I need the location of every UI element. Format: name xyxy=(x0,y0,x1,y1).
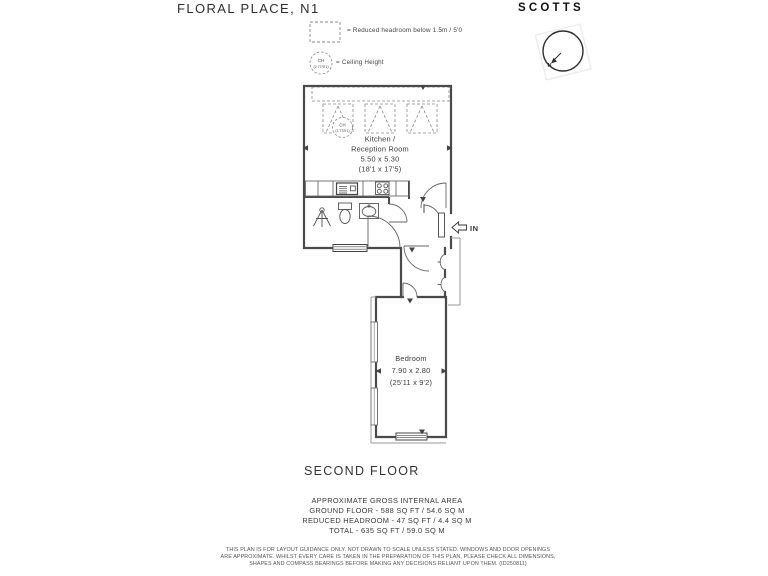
tick-hall xyxy=(420,197,426,202)
ceiling-height-circle-icon xyxy=(333,118,353,138)
doors xyxy=(368,183,446,297)
compass xyxy=(535,24,591,80)
entrance-marker xyxy=(452,222,479,233)
legend-ch-code: CH xyxy=(317,58,325,63)
bedroom-dims-imperial: (25'11 x 9'2) xyxy=(389,378,433,387)
ceiling-height-symbol-icon xyxy=(310,52,332,74)
reduced-headroom-areas xyxy=(312,87,449,133)
ceiling-height-marker xyxy=(333,118,353,138)
kitchen-name-2: Reception Room xyxy=(351,144,409,154)
area-line-reduced: REDUCED HEADROOM - 47 SQ FT / 4.4 SQ M xyxy=(302,516,472,525)
legend-reduced-headroom-label: = Reduced headroom below 1.5m / 5'0 xyxy=(347,27,463,34)
bathroom-door xyxy=(389,204,407,222)
legend-symbols xyxy=(310,22,340,74)
dormer-3-slope xyxy=(411,106,434,132)
reduced-headroom-strip xyxy=(312,87,449,101)
entrance-door-swing xyxy=(424,205,439,214)
entrance-door-leaf xyxy=(439,213,445,237)
area-line-total: TOTAL - 635 SQ FT / 59.0 SQ M xyxy=(329,526,445,535)
tick-top xyxy=(420,85,426,90)
entrance-label: IN xyxy=(470,224,479,233)
hob-icon xyxy=(376,182,390,195)
cupboard-door xyxy=(421,183,446,208)
tick-bedroom-top xyxy=(407,299,413,304)
shower-icon xyxy=(314,208,331,227)
entrance-arrow-icon xyxy=(452,222,467,233)
entrance-nib-line xyxy=(448,238,460,305)
kitchen-name-1: Kitchen / xyxy=(364,134,396,144)
kitchen-dims-imperial: (18'1 x 17'5) xyxy=(358,164,402,174)
bedroom-name: Bedroom xyxy=(395,354,427,363)
disclaimer-line-2: ARE APPROXIMATE. WHILST EVERY CARE IS TAKEN IN THE PREPARATION OF THIS PLAN, PLEASE CHECK ALL DIMENSIONS, xyxy=(220,554,556,560)
legend-ch-value: (2.77/9'1) xyxy=(313,65,329,69)
legend-ceiling-height-label: = Ceiling Height xyxy=(336,59,384,66)
floor-label: SECOND FLOOR xyxy=(304,464,420,478)
brand-logo: SCOTTS xyxy=(518,2,584,14)
compass-needle-tip-icon xyxy=(551,58,557,64)
disclaimer xyxy=(130,547,646,568)
area-summary xyxy=(237,496,537,536)
closet-doors xyxy=(438,254,446,292)
compass-needle-icon xyxy=(554,53,561,60)
disclaimer-line-1: THIS PLAN IS FOR LAYOUT GUIDANCE ONLY. NOT DRAWN TO SCALE UNLESS STATED. WINDOWS AND DOOR OPENINGS xyxy=(225,547,551,553)
window-bedroom-bottom xyxy=(396,433,427,440)
reduced-headroom-swatch-icon xyxy=(310,22,340,42)
compass-north-label: N xyxy=(547,63,552,69)
disclaimer-line-3: SHAPES AND COMPASS BEARINGS BEFORE MAKING ANY DECISIONS RELIANT UPON THEM. (ID250811) xyxy=(249,561,527,567)
tick-corridor xyxy=(409,248,415,253)
dormer-2-slope xyxy=(369,106,392,132)
hall-door xyxy=(368,216,400,248)
page-title: FLORAL PLACE, N1 xyxy=(177,1,320,16)
windows xyxy=(333,245,427,441)
area-line-ground: GROUND FLOOR - 588 SQ FT / 54.6 SQ M xyxy=(309,506,465,515)
sink-icon xyxy=(337,183,358,195)
bathroom-fixtures xyxy=(314,203,379,227)
window-hall xyxy=(333,245,367,252)
kitchen-label xyxy=(351,135,409,174)
toilet-icon xyxy=(339,203,352,224)
dormer-2 xyxy=(365,104,395,133)
bedroom-dims-metric: 7.90 x 2.80 xyxy=(391,366,431,375)
bedroom-door xyxy=(403,283,417,297)
area-heading: APPROXIMATE GROSS INTERNAL AREA xyxy=(311,496,463,505)
plan-ch-value: (2.77/9'1) xyxy=(335,128,350,133)
corridor-door xyxy=(404,246,429,271)
room-labels xyxy=(351,135,432,388)
bedroom-label xyxy=(390,354,432,387)
kitchen-dims-metric: 5.50 x 5.30 xyxy=(360,154,400,164)
dormer-3 xyxy=(407,104,437,133)
plan-ch-code: CH xyxy=(339,122,346,128)
